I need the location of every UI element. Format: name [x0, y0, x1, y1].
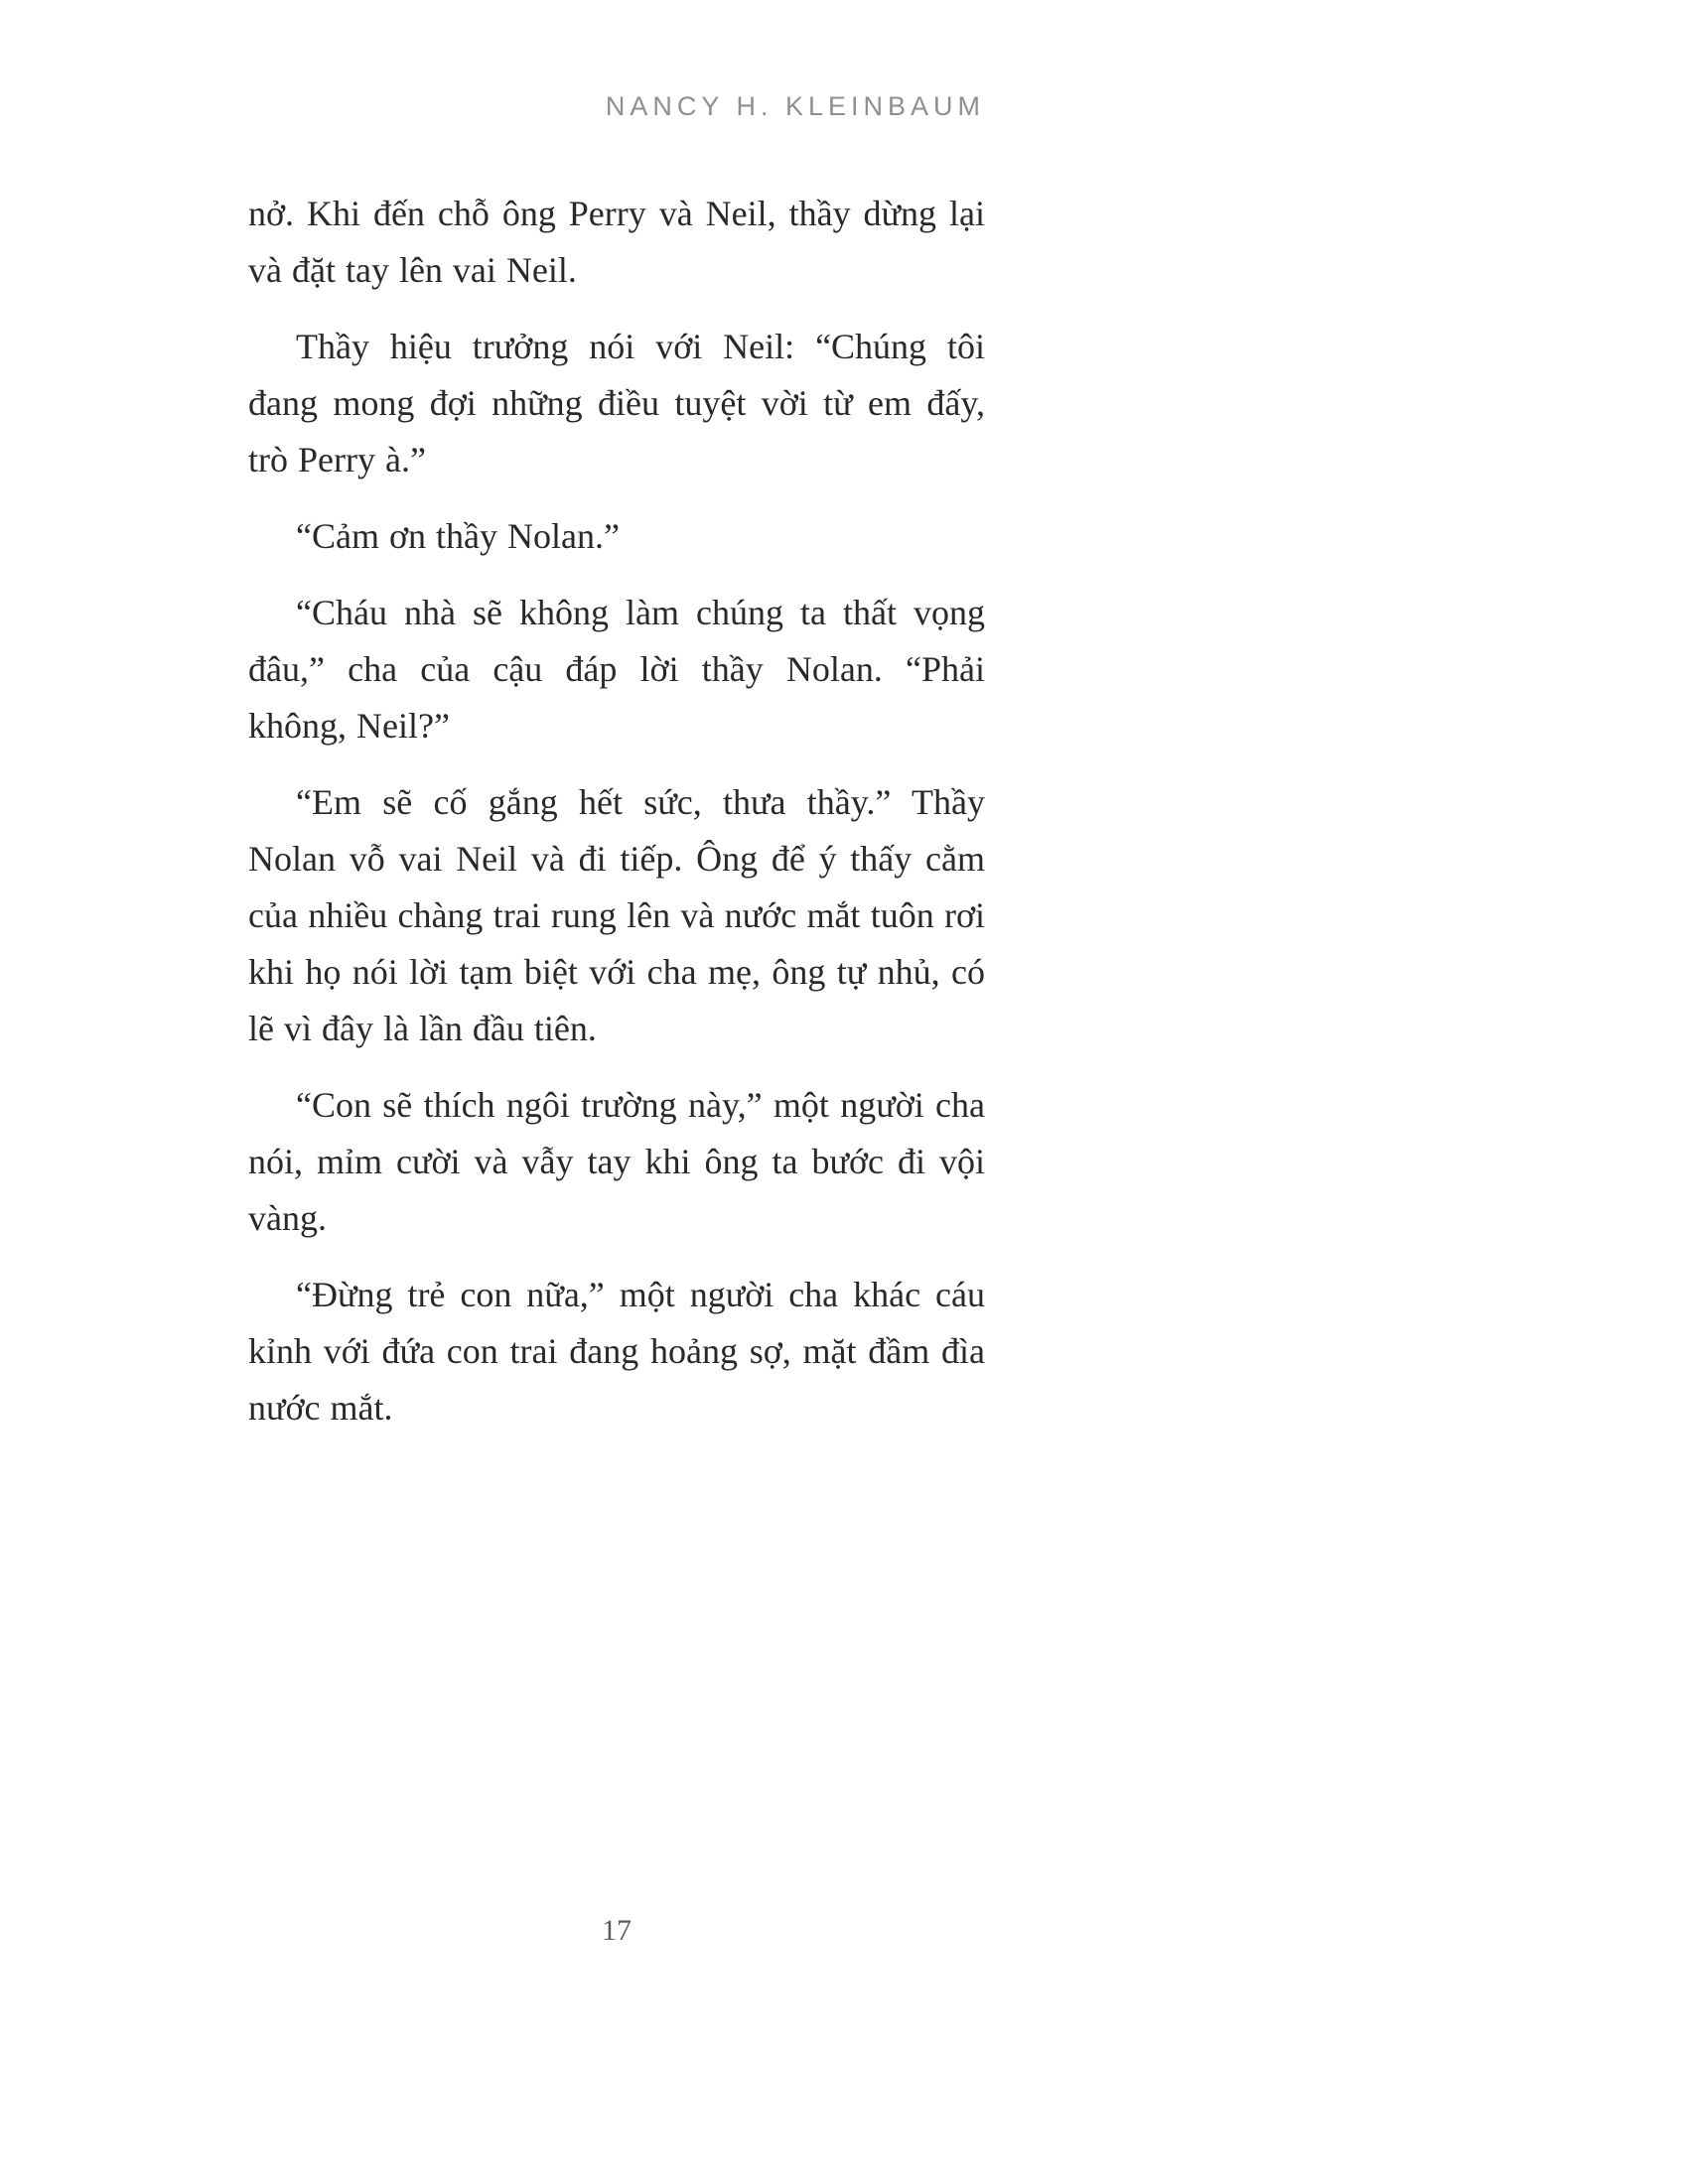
page-number: 17 [602, 1914, 632, 1947]
running-head-author: NANCY H. KLEINBAUM [605, 91, 985, 121]
paragraph: Thầy hiệu trưởng nói với Neil: “Chúng tôi đang mong đợi những điều tuyệt vời từ em đấy, trò Perry à.” [248, 327, 985, 479]
paragraph: “Cảm ơn thầy Nolan.” [296, 516, 620, 556]
body-text [248, 186, 985, 1436]
text-column [248, 91, 985, 1456]
paragraph: “Cháu nhà sẽ không làm chúng ta thất vọng đâu,” cha của cậu đáp lời thầy Nolan. “Phải không, Neil?” [248, 593, 985, 746]
paragraph: “Con sẽ thích ngôi trường này,” một người cha nói, mỉm cười và vẫy tay khi ông ta bước đi vội vàng. [248, 1085, 985, 1238]
paragraph: nở. Khi đến chỗ ông Perry và Neil, thầy dừng lại và đặt tay lên vai Neil. [248, 194, 985, 290]
paragraph: “Đừng trẻ con nữa,” một người cha khác cáu kỉnh với đứa con trai đang hoảng sợ, mặt đầm đìa nước mắt. [248, 1275, 985, 1428]
paragraph: “Em sẽ cố gắng hết sức, thưa thầy.” Thầy Nolan vỗ vai Neil và đi tiếp. Ông để ý thấy cằm của nhiều chàng trai rung lên và nước mắt tuôn rơi khi họ nói lời tạm biệt với cha mẹ, ông tự nhủ, có lẽ vì đây là lần đầu tiên. [248, 782, 985, 1048]
